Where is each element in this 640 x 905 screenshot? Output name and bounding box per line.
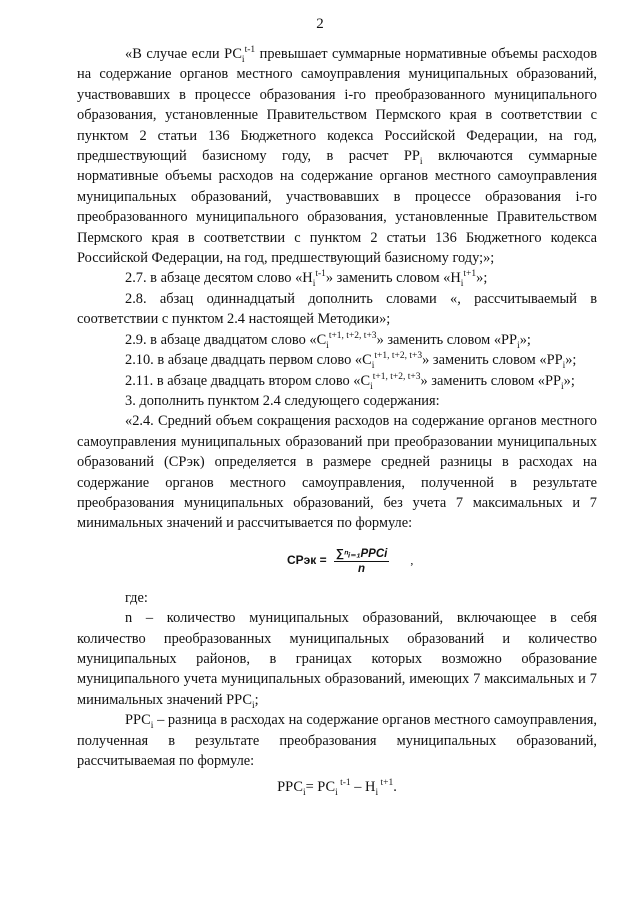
paragraph-pc-condition: «В случае если $РС_i^{t-1}$ превышает суммарные нормативные объемы расходов на содержание органов местного самоуправления муниципальных образований, участвовавших в процессе образования i-го преобразованного муниципального образования, установленные Правительством Пермского края в соответствии с пунктом 2 статьи 136 Бюджетного кодекса Российской Федерации, на год, предшествующий базисному году, в расчет $РР_i$ включаются суммарные нормативные объемы расходов на содержание органов местного самоуправления муниципальных образований, участвовавших в процессе образования i-го преобразованного муниципального образования, установленные Правительством Пермского края в соответствии с пунктом 2 статьи 136 Бюджетного кодекса Российской Федерации, на год, предшествующий базисному году;»; bbox=[77, 45, 597, 267]
formula-srek-fraction bbox=[334, 546, 390, 575]
paragraph-n-definition: n – количество муниципальных образований, включающее в себя количество преобразованных муниципальных образований и количество муниципальных районов, в границах которых возможно образование муниципального учета муниципальных образований, имеющих 7 максимальных и 7 минимальных значений $РРС_i$; bbox=[77, 610, 597, 711]
formula-srek-denominator: n bbox=[357, 562, 366, 575]
formula-rrc: $РРС_i= РС_i$ $^{t-1} - Н_i$ $^{t+1}$. bbox=[277, 778, 397, 799]
paragraph-2-8: 2.8. абзац одиннадцатый дополнить словами «, рассчитываемый в соответствии с пунктом 2.4 настоящей Методики»; bbox=[77, 290, 597, 328]
paragraph-2-11: 2.11. в абзаце двадцать втором слово «$С_i^{t+1, t+2, t+3}$» заменить словом «$РР_i$»; bbox=[125, 371, 575, 392]
paragraph-rrc-definition: $РРС_i$ – разница в расходах на содержание органов местного самоуправления, полученная в результате преобразования муниципальных образований, рассчитываемая по формуле: bbox=[77, 712, 597, 769]
paragraph-2-7: 2.7. в абзаце десятом слово «$Н_i^{t-1}$» заменить словом «$Н_i^{t+1}$»; bbox=[125, 269, 488, 290]
paragraph-2-4-definition: «2.4. Средний объем сокращения расходов на содержание органов местного самоуправления муниципальных образований при преобразовании муниципальных образований (СРэк) определяется в размере средней разницы в расходах на содержание органов местного самоуправления, полученной в результате преобразования муниципальных образований, без учета 7 максимальных и 7 минимальных значений и рассчитывается по формуле: bbox=[77, 413, 597, 532]
paragraph-2-10: 2.10. в абзаце двадцать первом слово «$С_i^{t+1, t+2, t+3}$» заменить словом «$РР_i$»; bbox=[125, 351, 577, 371]
formula-srek bbox=[77, 540, 597, 586]
formula-srek-lhs: СРэк = bbox=[287, 553, 327, 568]
where-label: где: bbox=[125, 589, 148, 606]
document-body bbox=[77, 44, 597, 798]
formula-srek-numerator: ∑ⁿᵢ₌₁PPCi bbox=[335, 547, 388, 560]
formula-srek-comma: , bbox=[410, 552, 414, 567]
paragraph-2-9: 2.9. в абзаце двадцатом слово «$С_i^{t+1, t+2, t+3}$» заменить словом «$РР_i$»; bbox=[125, 330, 531, 351]
paragraph-3: 3. дополнить пунктом 2.4 следующего содержания: bbox=[125, 392, 440, 409]
page-number: 2 bbox=[316, 16, 324, 32]
